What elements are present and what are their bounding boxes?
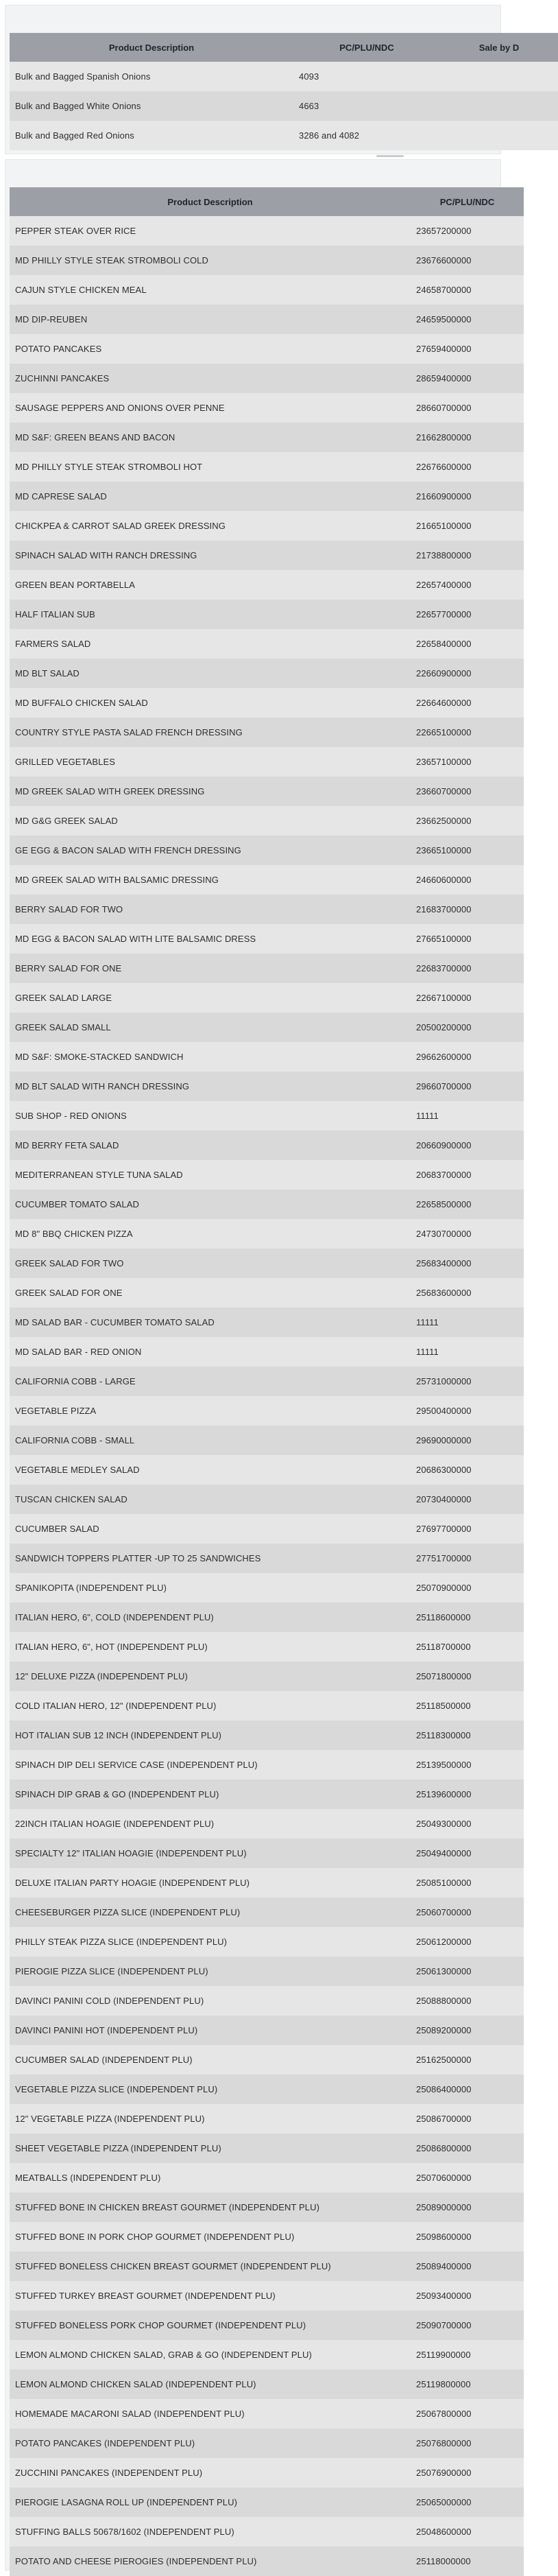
pc-plu-ndc-cell: 11111 [411, 1308, 524, 1337]
pc-plu-ndc-cell: 27665100000 [411, 924, 524, 954]
table-row [10, 2163, 524, 2193]
pc-plu-ndc-cell: 25089000000 [411, 2193, 524, 2222]
pc-plu-ndc-cell: 29500400000 [411, 1396, 524, 1426]
product-description-cell: BERRY SALAD FOR TWO [10, 895, 411, 924]
pc-plu-ndc-cell: 25683400000 [411, 1249, 524, 1278]
product-description-cell: ZUCHINNI PANCAKES [10, 364, 411, 393]
product-description-cell: PIEROGIE PIZZA SLICE (INDEPENDENT PLU) [10, 1957, 411, 1986]
pc-plu-ndc-cell: 25086800000 [411, 2134, 524, 2163]
pc-plu-ndc-cell: 22683700000 [411, 954, 524, 983]
product-description-cell: POTATO AND CHEESE PIEROGIES (INDEPENDENT PLU) [10, 2547, 411, 2576]
table-row [10, 836, 524, 865]
product-description-cell: CUCUMBER SALAD [10, 1514, 411, 1544]
pc-plu-ndc-cell: 11111 [411, 1337, 524, 1367]
product-description-cell: LEMON ALMOND CHICKEN SALAD (INDEPENDENT PLU) [10, 2370, 411, 2399]
table-row [10, 1396, 524, 1426]
product-description-cell: MD DIP-REUBEN [10, 305, 411, 334]
product-description-cell: 12" DELUXE PIZZA (INDEPENDENT PLU) [10, 1662, 411, 1691]
product-description-cell: VEGETABLE PIZZA [10, 1396, 411, 1426]
table-row [10, 2429, 524, 2458]
column-header-pc-plu-ndc: PC/PLU/NDC [293, 33, 440, 62]
product-description-cell: STUFFING BALLS 50678/1602 (INDEPENDENT PLU) [10, 2517, 411, 2547]
pc-plu-ndc-cell: 25089200000 [411, 2016, 524, 2045]
product-description-cell: CALIFORNIA COBB - LARGE [10, 1367, 411, 1396]
pc-plu-ndc-cell: 22657400000 [411, 570, 524, 600]
pc-plu-ndc-cell: 21662800000 [411, 423, 524, 452]
product-description-cell: DELUXE ITALIAN PARTY HOAGIE (INDEPENDENT PLU) [10, 1868, 411, 1898]
product-description-cell: STUFFED TURKEY BREAST GOURMET (INDEPENDENT PLU) [10, 2281, 411, 2311]
pc-plu-ndc-cell: 24730700000 [411, 1219, 524, 1249]
table-row [10, 1721, 524, 1750]
table-row [10, 895, 524, 924]
pc-plu-ndc-cell: 25086700000 [411, 2104, 524, 2134]
pc-plu-ndc-cell: 23657100000 [411, 747, 524, 777]
pc-plu-ndc-cell: 23660700000 [411, 777, 524, 806]
product-description-cell: SUB SHOP - RED ONIONS [10, 1101, 411, 1131]
pc-plu-ndc-cell: 25061300000 [411, 1957, 524, 1986]
product-description-cell: ZUCCHINI PANCAKES (INDEPENDENT PLU) [10, 2458, 411, 2488]
table-row [10, 1986, 524, 2016]
pc-plu-ndc-cell: 25118500000 [411, 1691, 524, 1721]
table-row [10, 2134, 524, 2163]
table-row [10, 2517, 524, 2547]
table-row [10, 1072, 524, 1101]
pc-plu-ndc-cell: 23676600000 [411, 246, 524, 275]
table-row [10, 2399, 524, 2429]
table-row [10, 1308, 524, 1337]
table-row [10, 2488, 524, 2517]
table-row [10, 482, 524, 511]
product-description-cell: POTATO PANCAKES [10, 334, 411, 364]
table-row [10, 1426, 524, 1455]
table-row [10, 2547, 524, 2576]
table-row [10, 2252, 524, 2281]
table-row [10, 2370, 524, 2399]
table-row [10, 1101, 524, 1131]
table-container-onions [5, 5, 520, 154]
pc-plu-ndc-cell: 25118600000 [411, 1603, 524, 1632]
pc-plu-ndc-cell: 25076800000 [411, 2429, 524, 2458]
pc-plu-ndc-cell: 21738800000 [411, 541, 524, 570]
product-description-cell: MD BERRY FETA SALAD [10, 1131, 411, 1160]
pc-plu-ndc-cell: 25049300000 [411, 1809, 524, 1839]
pc-plu-ndc-cell: 11111 [411, 1101, 524, 1131]
product-description-cell: 22INCH ITALIAN HOAGIE (INDEPENDENT PLU) [10, 1809, 411, 1839]
pc-plu-ndc-cell: 3286 and 4082 [293, 121, 440, 150]
product-description-cell: HALF ITALIAN SUB [10, 600, 411, 629]
table-header-row [10, 187, 524, 216]
product-description-cell: MD BUFFALO CHICKEN SALAD [10, 688, 411, 718]
product-description-cell: COUNTRY STYLE PASTA SALAD FRENCH DRESSING [10, 718, 411, 747]
table-row [10, 954, 524, 983]
product-description-cell: MD PHILLY STYLE STEAK STROMBOLI HOT [10, 452, 411, 482]
pc-plu-ndc-cell: 25060700000 [411, 1898, 524, 1927]
table-row [10, 1367, 524, 1396]
pc-plu-ndc-cell: 29660700000 [411, 1072, 524, 1101]
pc-plu-ndc-cell: 20500200000 [411, 1013, 524, 1042]
sale-by-date-cell [440, 62, 558, 91]
product-description-cell: CALIFORNIA COBB - SMALL [10, 1426, 411, 1455]
product-description-cell: SPINACH SALAD WITH RANCH DRESSING [10, 541, 411, 570]
column-header-pc-plu-ndc: PC/PLU/NDC [411, 187, 524, 216]
recall-table-onions [10, 33, 558, 150]
product-description-cell: VEGETABLE MEDLEY SALAD [10, 1455, 411, 1485]
table-row [10, 1691, 524, 1721]
product-description-cell: SHEET VEGETABLE PIZZA (INDEPENDENT PLU) [10, 2134, 411, 2163]
table-row [10, 1780, 524, 1809]
product-description-cell: MD G&G GREEK SALAD [10, 806, 411, 836]
pc-plu-ndc-cell: 25139500000 [411, 1750, 524, 1780]
pc-plu-ndc-cell: 21665100000 [411, 511, 524, 541]
pc-plu-ndc-cell: 25048600000 [411, 2517, 524, 2547]
product-description-cell: MD SALAD BAR - CUCUMBER TOMATO SALAD [10, 1308, 411, 1337]
pc-plu-ndc-cell: 25067800000 [411, 2399, 524, 2429]
pc-plu-ndc-cell: 23662500000 [411, 806, 524, 836]
pc-plu-ndc-cell: 25061200000 [411, 1927, 524, 1957]
pc-plu-ndc-cell: 22657700000 [411, 600, 524, 629]
product-description-cell: MD GREEK SALAD WITH GREEK DRESSING [10, 777, 411, 806]
product-description-cell: VEGETABLE PIZZA SLICE (INDEPENDENT PLU) [10, 2075, 411, 2104]
pc-plu-ndc-cell: 29690000000 [411, 1426, 524, 1455]
pc-plu-ndc-cell: 27697700000 [411, 1514, 524, 1544]
pc-plu-ndc-cell: 29662600000 [411, 1042, 524, 1072]
table-row [10, 924, 524, 954]
table-row [10, 2340, 524, 2370]
product-description-cell: CHEESEBURGER PIZZA SLICE (INDEPENDENT PLU) [10, 1898, 411, 1927]
table-row [10, 1485, 524, 1514]
product-description-cell: PHILLY STEAK PIZZA SLICE (INDEPENDENT PLU) [10, 1927, 411, 1957]
table-row [10, 1632, 524, 1662]
table-row [10, 393, 524, 423]
pc-plu-ndc-cell: 24660600000 [411, 865, 524, 895]
table-row [10, 688, 524, 718]
pc-plu-ndc-cell: 25119900000 [411, 2340, 524, 2370]
pc-plu-ndc-cell: 25070900000 [411, 1573, 524, 1603]
product-description-cell: SPINACH DIP DELI SERVICE CASE (INDEPENDENT PLU) [10, 1750, 411, 1780]
pc-plu-ndc-cell: 20730400000 [411, 1485, 524, 1514]
table-row [10, 1573, 524, 1603]
table-row [10, 2075, 524, 2104]
product-description-cell: GREEK SALAD FOR ONE [10, 1278, 411, 1308]
pc-plu-ndc-cell: 22667100000 [411, 983, 524, 1013]
pc-plu-ndc-cell: 25088800000 [411, 1986, 524, 2016]
carousel-indicator [376, 155, 404, 157]
product-description-cell: MD GREEK SALAD WITH BALSAMIC DRESSING [10, 865, 411, 895]
table-header-row [10, 33, 558, 62]
pc-plu-ndc-cell: 4093 [293, 62, 440, 91]
table-row [10, 452, 524, 482]
pc-plu-ndc-cell: 25086400000 [411, 2075, 524, 2104]
pc-plu-ndc-cell: 23657200000 [411, 216, 524, 246]
table-row [10, 334, 524, 364]
table-row [10, 423, 524, 452]
table-row [10, 91, 558, 121]
table-row [10, 216, 524, 246]
table-row [10, 1544, 524, 1573]
pc-plu-ndc-cell: 22660900000 [411, 659, 524, 688]
table-row [10, 2193, 524, 2222]
table-row [10, 2222, 524, 2252]
table-row [10, 2016, 524, 2045]
table-row [10, 62, 558, 91]
table-row [10, 1455, 524, 1485]
product-description-cell: POTATO PANCAKES (INDEPENDENT PLU) [10, 2429, 411, 2458]
product-description-cell: MD S&F: GREEN BEANS AND BACON [10, 423, 411, 452]
pc-plu-ndc-cell: 22658400000 [411, 629, 524, 659]
product-description-cell: STUFFED BONELESS PORK CHOP GOURMET (INDEPENDENT PLU) [10, 2311, 411, 2340]
table-row [10, 1603, 524, 1632]
pc-plu-ndc-cell: 25098600000 [411, 2222, 524, 2252]
table-row [10, 2311, 524, 2340]
pc-plu-ndc-cell: 25090700000 [411, 2311, 524, 2340]
product-description-cell: DAVINCI PANINI HOT (INDEPENDENT PLU) [10, 2016, 411, 2045]
product-description-cell: FARMERS SALAD [10, 629, 411, 659]
product-description-cell: MD CAPRESE SALAD [10, 482, 411, 511]
pc-plu-ndc-cell: 25118700000 [411, 1632, 524, 1662]
pc-plu-ndc-cell: 22664600000 [411, 688, 524, 718]
table-row [10, 275, 524, 305]
product-description-cell: DAVINCI PANINI COLD (INDEPENDENT PLU) [10, 1986, 411, 2016]
pc-plu-ndc-cell: 23665100000 [411, 836, 524, 865]
pc-plu-ndc-cell: 24659500000 [411, 305, 524, 334]
pc-plu-ndc-cell: 24658700000 [411, 275, 524, 305]
pc-plu-ndc-cell: 25119800000 [411, 2370, 524, 2399]
product-description-cell: CUCUMBER TOMATO SALAD [10, 1190, 411, 1219]
pc-plu-ndc-cell: 25071800000 [411, 1662, 524, 1691]
pc-plu-ndc-cell: 25118300000 [411, 1721, 524, 1750]
pc-plu-ndc-cell: 25070600000 [411, 2163, 524, 2193]
table-row [10, 570, 524, 600]
pc-plu-ndc-cell: 25065000000 [411, 2488, 524, 2517]
pc-plu-ndc-cell: 25118000000 [411, 2547, 524, 2576]
pc-plu-ndc-cell: 27659400000 [411, 334, 524, 364]
product-description-cell: ITALIAN HERO, 6", COLD (INDEPENDENT PLU) [10, 1603, 411, 1632]
recall-table-prepared-foods [10, 187, 524, 2576]
table-row [10, 1809, 524, 1839]
sale-by-date-cell [440, 91, 558, 121]
table-row [10, 2045, 524, 2075]
product-description-cell: SAUSAGE PEPPERS AND ONIONS OVER PENNE [10, 393, 411, 423]
product-description-cell: Bulk and Bagged White Onions [10, 91, 293, 121]
product-description-cell: CUCUMBER SALAD (INDEPENDENT PLU) [10, 2045, 411, 2075]
table-row [10, 1957, 524, 1986]
product-description-cell: SPANIKOPITA (INDEPENDENT PLU) [10, 1573, 411, 1603]
column-header-sale-by-date: Sale by D [440, 33, 558, 62]
table-row [10, 1278, 524, 1308]
product-description-cell: HOMEMADE MACARONI SALAD (INDEPENDENT PLU) [10, 2399, 411, 2429]
table-row [10, 511, 524, 541]
pc-plu-ndc-cell: 25731000000 [411, 1367, 524, 1396]
pc-plu-ndc-cell: 25139600000 [411, 1780, 524, 1809]
pc-plu-ndc-cell: 25089400000 [411, 2252, 524, 2281]
product-description-cell: MD S&F: SMOKE-STACKED SANDWICH [10, 1042, 411, 1072]
pc-plu-ndc-cell: 22665100000 [411, 718, 524, 747]
product-description-cell: GREEK SALAD LARGE [10, 983, 411, 1013]
table-row [10, 1927, 524, 1957]
product-description-cell: MD SALAD BAR - RED ONION [10, 1337, 411, 1367]
table-row [10, 777, 524, 806]
pc-plu-ndc-cell: 25076900000 [411, 2458, 524, 2488]
table-row [10, 865, 524, 895]
product-description-cell: PEPPER STEAK OVER RICE [10, 216, 411, 246]
product-description-cell: MD BLT SALAD [10, 659, 411, 688]
product-description-cell: Bulk and Bagged Spanish Onions [10, 62, 293, 91]
table-row [10, 718, 524, 747]
product-description-cell: CAJUN STYLE CHICKEN MEAL [10, 275, 411, 305]
table-row [10, 600, 524, 629]
product-description-cell: STUFFED BONE IN PORK CHOP GOURMET (INDEPENDENT PLU) [10, 2222, 411, 2252]
table-row [10, 305, 524, 334]
product-description-cell: TUSCAN CHICKEN SALAD [10, 1485, 411, 1514]
pc-plu-ndc-cell: 25049400000 [411, 1839, 524, 1868]
table-row [10, 747, 524, 777]
product-description-cell: MD EGG & BACON SALAD WITH LITE BALSAMIC DRESS [10, 924, 411, 954]
product-description-cell: MEDITERRANEAN STYLE TUNA SALAD [10, 1160, 411, 1190]
product-description-cell: STUFFED BONELESS CHICKEN BREAST GOURMET (INDEPENDENT PLU) [10, 2252, 411, 2281]
product-description-cell: PIEROGIE LASAGNA ROLL UP (INDEPENDENT PLU) [10, 2488, 411, 2517]
product-description-cell: ITALIAN HERO, 6", HOT (INDEPENDENT PLU) [10, 1632, 411, 1662]
product-description-cell: CHICKPEA & CARROT SALAD GREEK DRESSING [10, 511, 411, 541]
table-row [10, 1190, 524, 1219]
product-description-cell: SPECIALTY 12" ITALIAN HOAGIE (INDEPENDENT PLU) [10, 1839, 411, 1868]
table-row [10, 2458, 524, 2488]
product-description-cell: LEMON ALMOND CHICKEN SALAD, GRAB & GO (INDEPENDENT PLU) [10, 2340, 411, 2370]
product-description-cell: GREEN BEAN PORTABELLA [10, 570, 411, 600]
product-description-cell: GRILLED VEGETABLES [10, 747, 411, 777]
table-row [10, 246, 524, 275]
table-row [10, 1337, 524, 1367]
table-row [10, 1868, 524, 1898]
pc-plu-ndc-cell: 25162500000 [411, 2045, 524, 2075]
pc-plu-ndc-cell: 4663 [293, 91, 440, 121]
product-description-cell: MD PHILLY STYLE STEAK STROMBOLI COLD [10, 246, 411, 275]
product-description-cell: MD BLT SALAD WITH RANCH DRESSING [10, 1072, 411, 1101]
table-row [10, 1514, 524, 1544]
pc-plu-ndc-cell: 22676600000 [411, 452, 524, 482]
pc-plu-ndc-cell: 21683700000 [411, 895, 524, 924]
table-row [10, 1013, 524, 1042]
table-row [10, 541, 524, 570]
sale-by-date-cell [440, 121, 558, 150]
product-description-cell: 12" VEGETABLE PIZZA (INDEPENDENT PLU) [10, 2104, 411, 2134]
column-header-product-description: Product Description [10, 33, 293, 62]
product-description-cell: HOT ITALIAN SUB 12 INCH (INDEPENDENT PLU) [10, 1721, 411, 1750]
pc-plu-ndc-cell: 21660900000 [411, 482, 524, 511]
product-description-cell: STUFFED BONE IN CHICKEN BREAST GOURMET (INDEPENDENT PLU) [10, 2193, 411, 2222]
table-row [10, 659, 524, 688]
table-row [10, 1839, 524, 1868]
table-row [10, 121, 558, 150]
table-row [10, 1662, 524, 1691]
table-row [10, 1898, 524, 1927]
table-row [10, 1131, 524, 1160]
product-description-cell: MD 8" BBQ CHICKEN PIZZA [10, 1219, 411, 1249]
table-row [10, 629, 524, 659]
pc-plu-ndc-cell: 27751700000 [411, 1544, 524, 1573]
pc-plu-ndc-cell: 20660900000 [411, 1131, 524, 1160]
table-row [10, 364, 524, 393]
table-row [10, 983, 524, 1013]
table-row [10, 1160, 524, 1190]
pc-plu-ndc-cell: 28660700000 [411, 393, 524, 423]
table-row [10, 2281, 524, 2311]
pc-plu-ndc-cell: 22658500000 [411, 1190, 524, 1219]
product-description-cell: SANDWICH TOPPERS PLATTER -UP TO 25 SANDWICHES [10, 1544, 411, 1573]
pc-plu-ndc-cell: 20683700000 [411, 1160, 524, 1190]
product-description-cell: SPINACH DIP GRAB & GO (INDEPENDENT PLU) [10, 1780, 411, 1809]
pc-plu-ndc-cell: 20686300000 [411, 1455, 524, 1485]
product-description-cell: GREEK SALAD SMALL [10, 1013, 411, 1042]
product-description-cell: BERRY SALAD FOR ONE [10, 954, 411, 983]
pc-plu-ndc-cell: 25085100000 [411, 1868, 524, 1898]
table-row [10, 1219, 524, 1249]
product-description-cell: Bulk and Bagged Red Onions [10, 121, 293, 150]
table-row [10, 1042, 524, 1072]
column-header-product-description: Product Description [10, 187, 411, 216]
product-description-cell: COLD ITALIAN HERO, 12" (INDEPENDENT PLU) [10, 1691, 411, 1721]
table-row [10, 806, 524, 836]
table-container-prepared-foods [5, 160, 500, 2570]
product-description-cell: GREEK SALAD FOR TWO [10, 1249, 411, 1278]
table-row [10, 1750, 524, 1780]
table-row [10, 2104, 524, 2134]
table-row [10, 1249, 524, 1278]
pc-plu-ndc-cell: 25093400000 [411, 2281, 524, 2311]
product-description-cell: MEATBALLS (INDEPENDENT PLU) [10, 2163, 411, 2193]
pc-plu-ndc-cell: 25683600000 [411, 1278, 524, 1308]
pc-plu-ndc-cell: 28659400000 [411, 364, 524, 393]
product-description-cell: GE EGG & BACON SALAD WITH FRENCH DRESSING [10, 836, 411, 865]
